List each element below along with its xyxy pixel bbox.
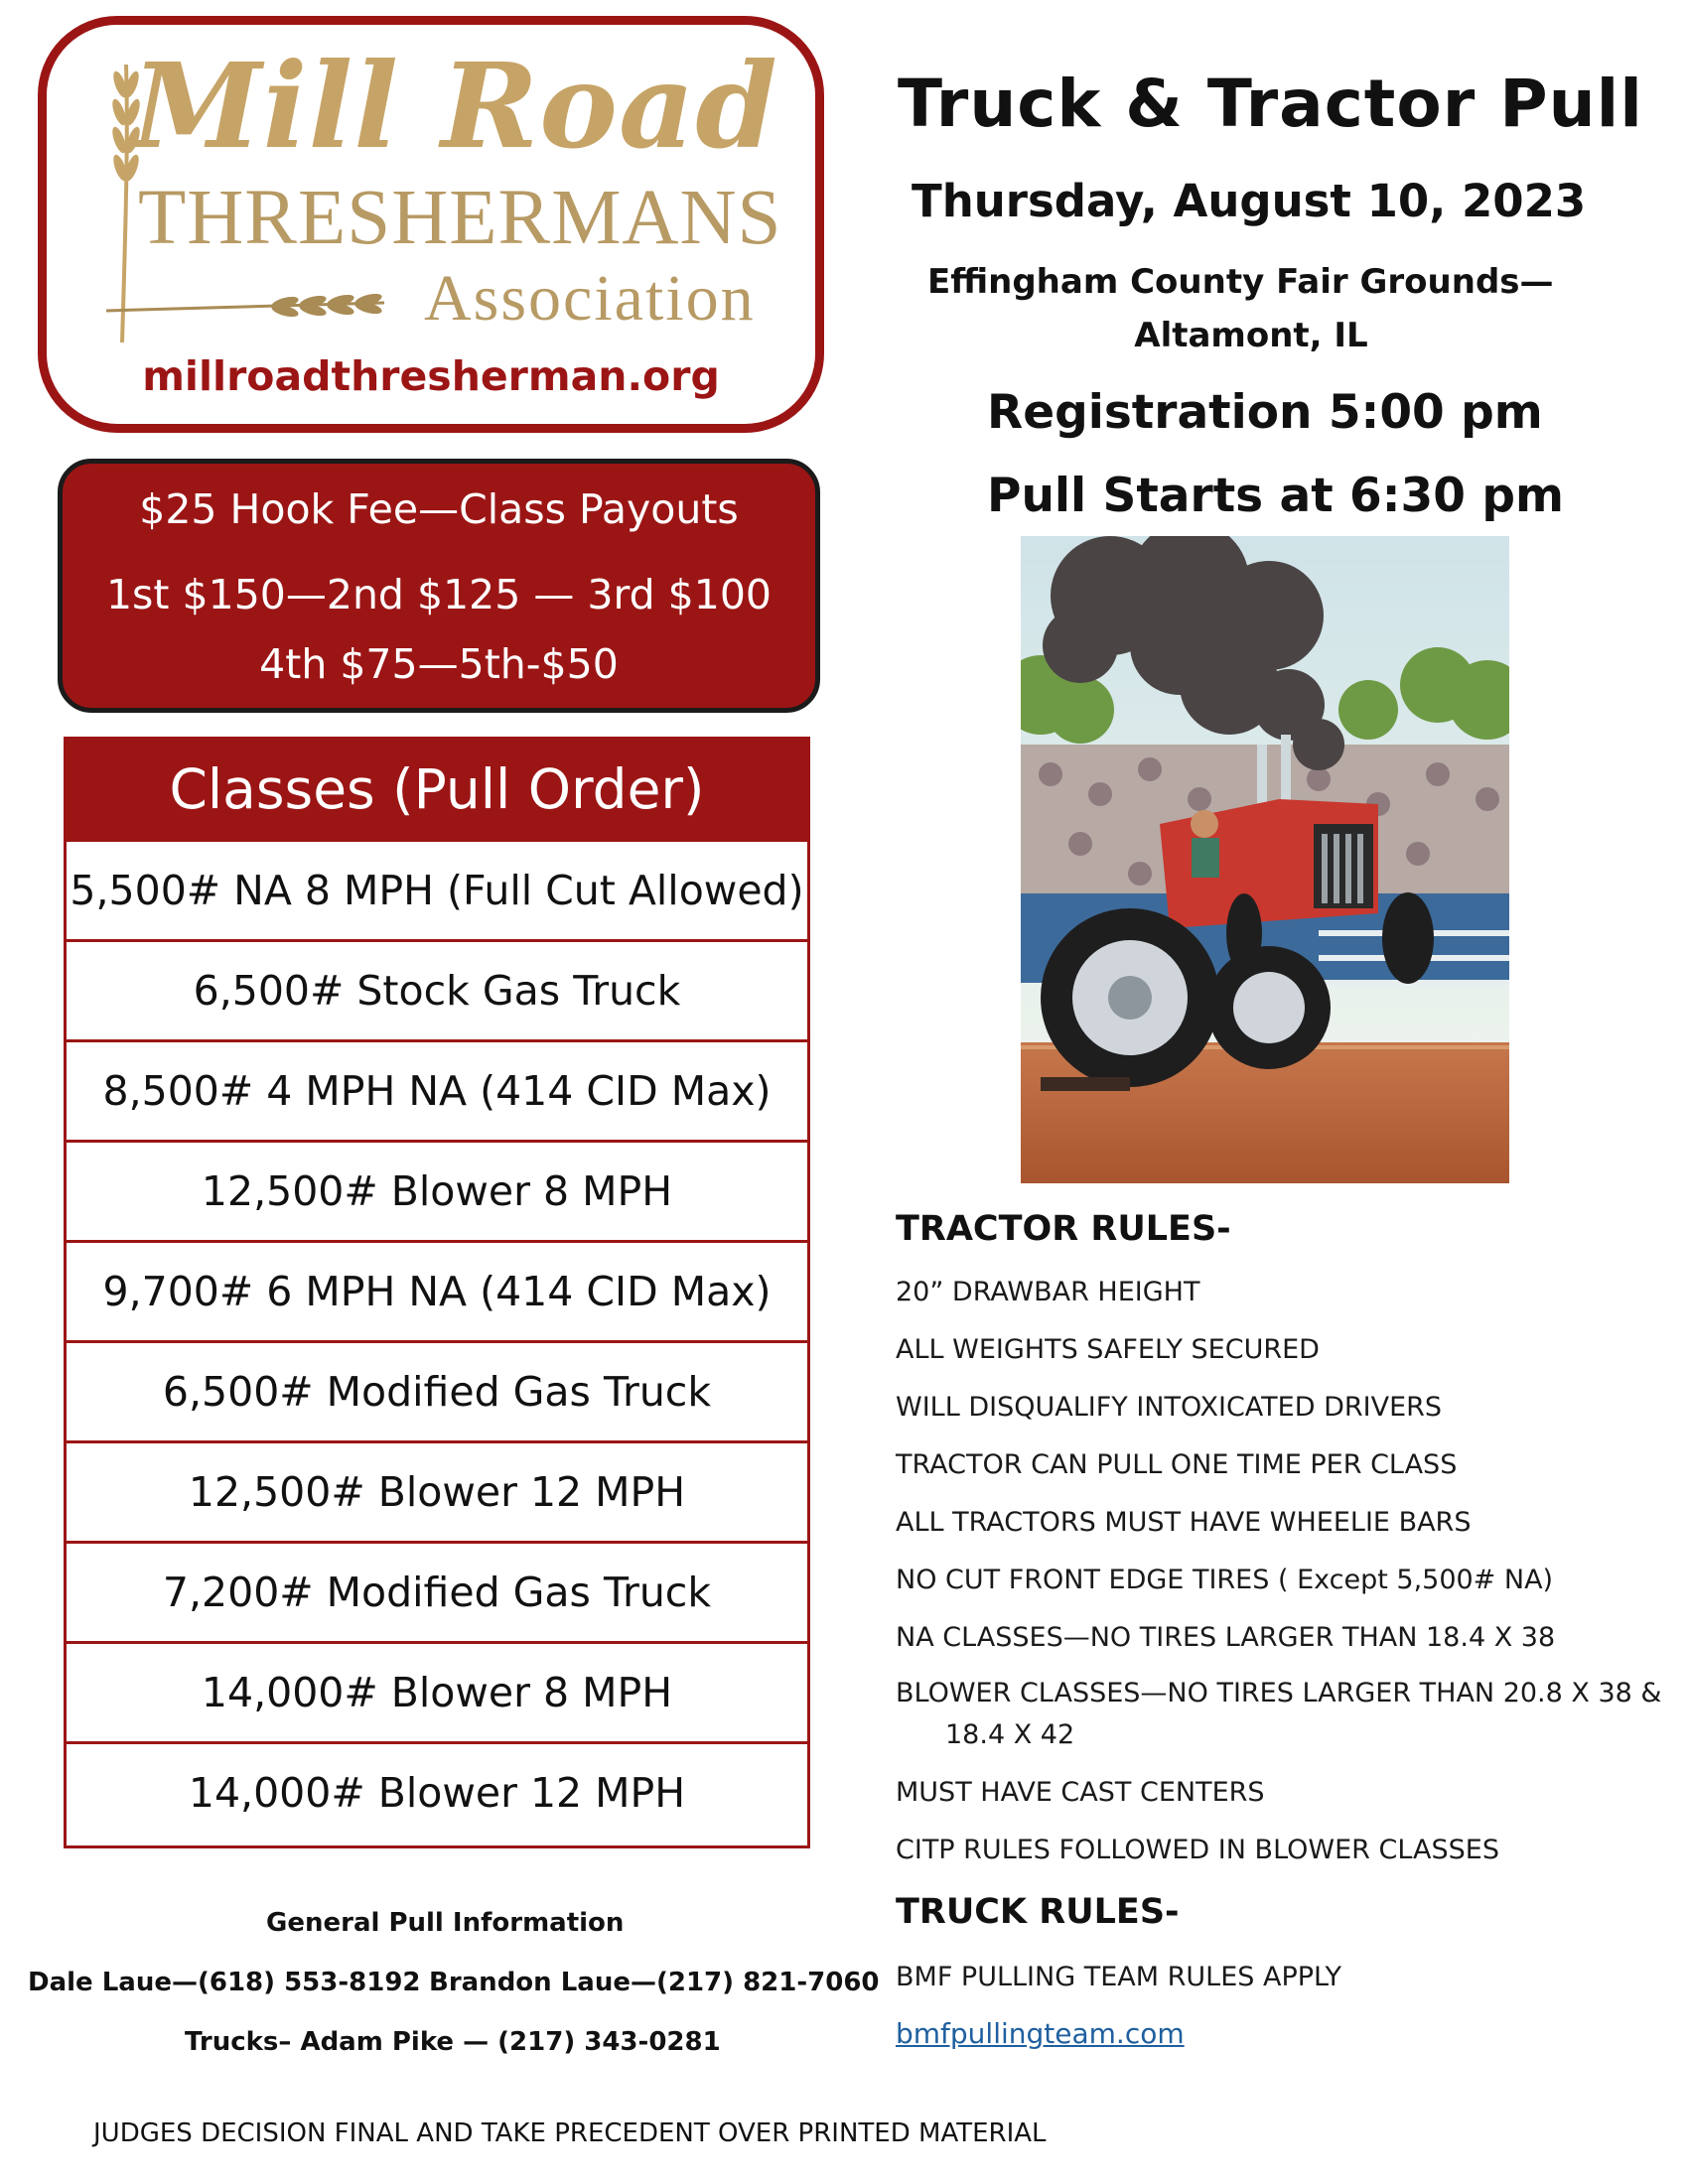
payout-line-bottom: 4th $75—5th-$50 [259,640,619,688]
logo-box [38,16,824,433]
class-row: 14,000# Blower 8 MPH [67,1641,807,1741]
tractor-rule-continuation: 18.4 X 42 [945,1719,1075,1750]
payout-line-top: 1st $150—2nd $125 — 3rd $100 [105,571,773,618]
tractor-rule: 20” DRAWBAR HEIGHT [896,1277,1200,1307]
judges-note: JUDGES DECISION FINAL AND TAKE PRECEDENT OVER PRINTED MATERIAL [93,2118,1047,2148]
event-date: Thursday, August 10, 2023 [912,175,1587,227]
tractor-rule: NA CLASSES—NO TIRES LARGER THAN 18.4 X 38 [896,1622,1556,1653]
class-row: 14,000# Blower 12 MPH [67,1741,807,1842]
class-row: 9,700# 6 MPH NA (414 CID Max) [67,1240,807,1340]
bmf-pulling-team-link[interactable]: bmfpullingteam.com [896,2017,1185,2050]
tractor-rule: MUST HAVE CAST CENTERS [896,1777,1265,1808]
class-row: 6,500# Stock Gas Truck [67,939,807,1039]
truck-rule: BMF PULLING TEAM RULES APPLY [896,1962,1341,1992]
classes-header: Classes (Pull Order) [67,740,807,839]
class-row: 8,500# 4 MPH NA (414 CID Max) [67,1039,807,1140]
classes-table [64,737,810,1848]
tractor-rule: ALL WEIGHTS SAFELY SECURED [896,1334,1320,1365]
truck-rules-heading: TRUCK RULES- [896,1892,1180,1932]
logo-subtitle: THRESHERMANS [138,175,782,261]
class-row: 5,500# NA 8 MPH (Full Cut Allowed) [67,839,807,939]
class-row: 6,500# Modified Gas Truck [67,1340,807,1440]
tractor-rule: TRACTOR CAN PULL ONE TIME PER CLASS [896,1449,1458,1480]
fee-box [58,459,820,713]
tractor-rule: CITP RULES FOLLOWED IN BLOWER CLASSES [896,1835,1499,1865]
contact-trucks: Trucks– Adam Pike — (217) 343-0281 [185,2027,721,2057]
tractor-rule: ALL TRACTORS MUST HAVE WHEELIE BARS [896,1507,1472,1538]
venue-line-1: Effingham County Fair Grounds— [927,262,1554,302]
contact-brandon: Brandon Laue—(217) 821-7060 [429,1968,880,1997]
class-row: 7,200# Modified Gas Truck [67,1541,807,1641]
tractor-rule: NO CUT FRONT EDGE TIRES ( Except 5,500# NA) [896,1565,1554,1595]
hook-fee-line: $25 Hook Fee—Class Payouts [139,485,739,533]
tractor-pull-illustration [1021,536,1509,1183]
class-row: 12,500# Blower 8 MPH [67,1140,807,1240]
tractor-rule: WILL DISQUALIFY INTOXICATED DRIVERS [896,1392,1443,1423]
class-row: 12,500# Blower 12 MPH [67,1440,807,1541]
general-info-heading: General Pull Information [266,1908,625,1938]
logo-title: Mill Road [132,37,778,175]
logo-association: Association [424,262,756,335]
registration-time: Registration 5:00 pm [987,385,1543,440]
venue-line-2: Altamont, IL [1134,316,1368,355]
tractor-rules-heading: TRACTOR RULES- [896,1209,1231,1249]
tractor-rule: BLOWER CLASSES—NO TIRES LARGER THAN 20.8 X 38 & [896,1678,1662,1708]
pull-start-time: Pull Starts at 6:30 pm [987,469,1564,523]
event-title: Truck & Tractor Pull [898,66,1643,142]
contact-dale: Dale Laue—(618) 553-8192 [28,1968,421,1997]
website-url: millroadthresherman.org [142,352,720,400]
